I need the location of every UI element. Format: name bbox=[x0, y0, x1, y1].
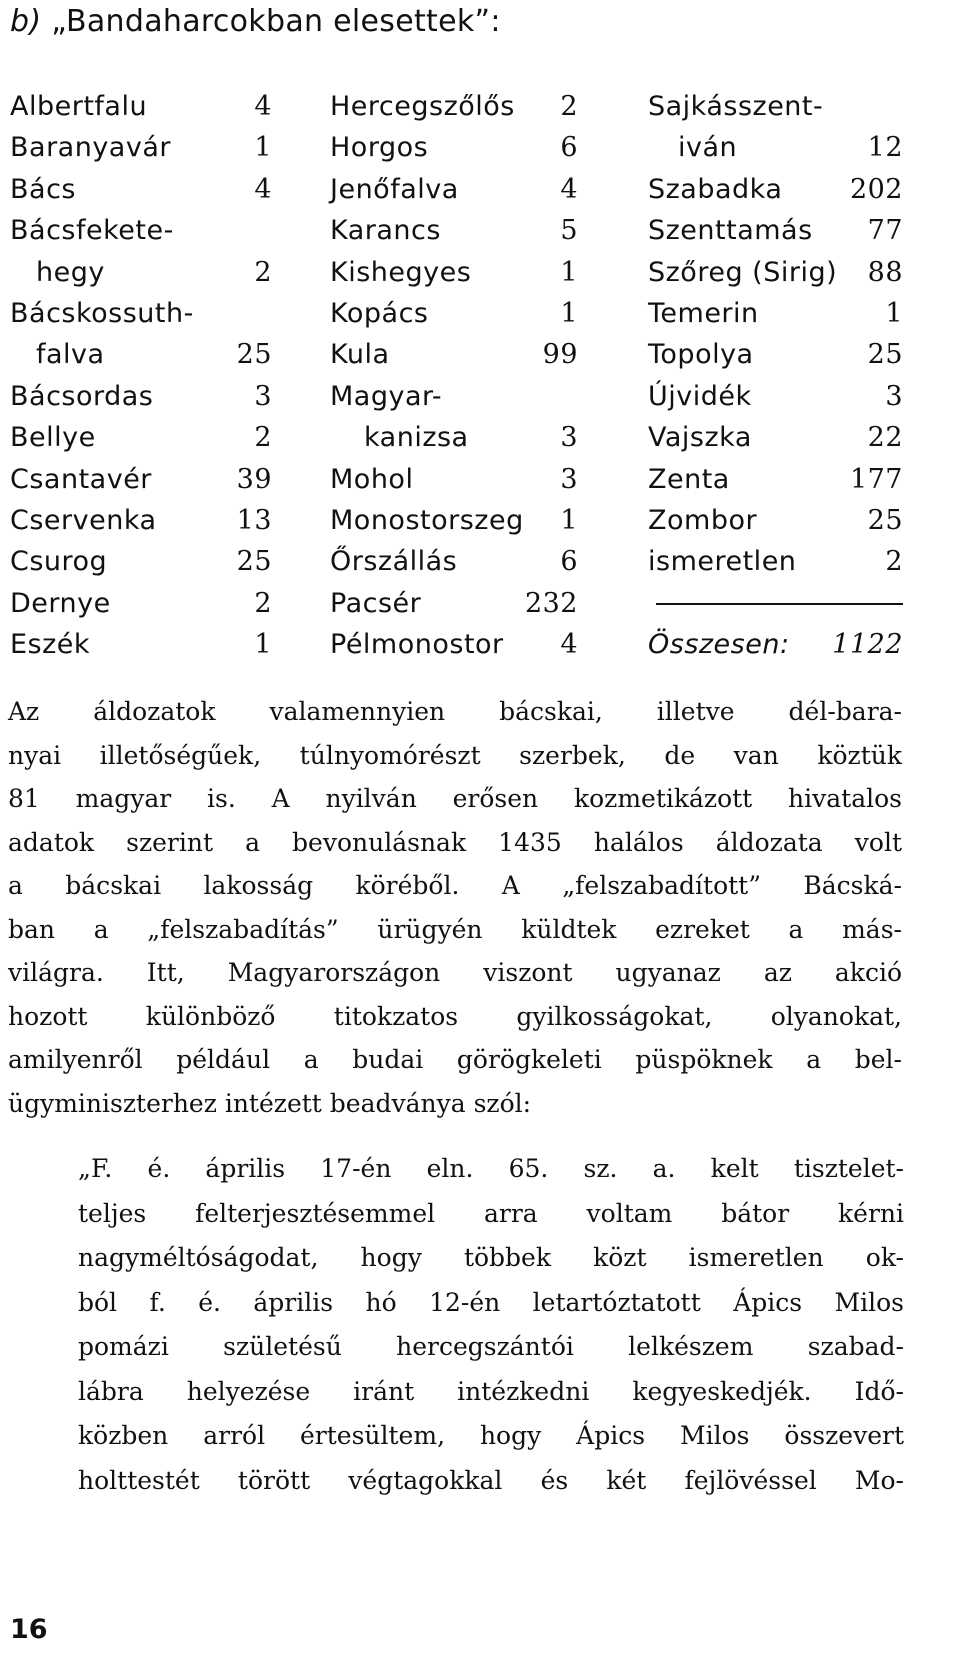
place-row bbox=[10, 210, 272, 251]
place-row bbox=[330, 210, 578, 251]
place-row bbox=[648, 334, 903, 375]
place-name: Cservenka bbox=[10, 504, 157, 536]
place-row bbox=[10, 541, 272, 582]
paragraph-line: adatok szerint a bevonulásnak 1435 halálos áldozata volt bbox=[8, 827, 902, 857]
place-name: Temerin bbox=[648, 297, 759, 329]
paragraph-line: világra. Itt, Magyarországon viszont ugyanaz az akció bbox=[8, 958, 902, 987]
casualty-count: 13 bbox=[236, 504, 272, 536]
paragraph-line: Az áldozatok valamennyien bácskai, illetve dél-bara- bbox=[8, 697, 902, 726]
casualty-count: 1 bbox=[560, 256, 578, 288]
casualty-count: 39 bbox=[236, 463, 272, 495]
place-name: Vajszka bbox=[648, 422, 752, 454]
total-label: Összesen: bbox=[648, 629, 790, 661]
place-row bbox=[648, 541, 903, 582]
casualty-count: 12 bbox=[867, 132, 903, 164]
place-name: Magyar- bbox=[330, 380, 443, 412]
place-row bbox=[330, 624, 578, 665]
casualty-count: 4 bbox=[254, 173, 272, 205]
quote-line: lábra helyezése iránt intézkedni kegyeskedjék. Idő- bbox=[78, 1376, 904, 1406]
place-row bbox=[330, 459, 578, 500]
place-name: Albertfalu bbox=[10, 91, 148, 122]
place-name: Pélmonostor bbox=[330, 629, 504, 661]
paragraph-line: hozott különböző titokzatos gyilkosságokat, olyanokat, bbox=[8, 1001, 902, 1031]
paragraph-line: nyai illetőségűek, túlnyomórészt szerbek, de van köztük bbox=[8, 740, 902, 770]
body-paragraph bbox=[8, 690, 902, 1125]
casualty-count: 6 bbox=[560, 546, 578, 578]
place-name: Baranyavár bbox=[10, 132, 171, 164]
casualty-count: 25 bbox=[236, 546, 272, 578]
place-name: Szenttamás bbox=[648, 215, 813, 247]
place-row bbox=[330, 127, 578, 168]
place-name: Kopács bbox=[330, 297, 429, 329]
paragraph-line: a bácskai lakosság köréből. A „felszabadított” Bácská- bbox=[8, 871, 902, 900]
place-name: Zenta bbox=[648, 463, 730, 495]
place-name: Hercegszőlős bbox=[330, 91, 515, 122]
quote-line: teljes felterjesztésemmel arra voltam bátor kérni bbox=[78, 1198, 904, 1228]
place-row bbox=[648, 500, 903, 541]
place-row bbox=[10, 86, 272, 127]
casualty-count: 1 bbox=[254, 629, 272, 661]
casualty-count: 25 bbox=[867, 339, 903, 371]
block-quote bbox=[78, 1147, 904, 1503]
casualty-count: 3 bbox=[885, 380, 903, 412]
quote-line: holttestét törött végtagokkal és két fejlövéssel Mo- bbox=[78, 1465, 904, 1495]
casualty-count: 1 bbox=[885, 297, 903, 329]
total-rule bbox=[656, 603, 903, 605]
casualty-count: 202 bbox=[849, 173, 903, 205]
casualty-count: 177 bbox=[849, 463, 903, 495]
place-row bbox=[330, 500, 578, 541]
place-name: Újvidék bbox=[648, 380, 752, 412]
place-row bbox=[10, 500, 272, 541]
section-title: „Bandaharcokban elesettek”: bbox=[51, 4, 501, 39]
casualty-count: 6 bbox=[560, 132, 578, 164]
casualty-count: 2 bbox=[254, 587, 272, 619]
section-label: b) bbox=[10, 4, 42, 39]
quote-line: ból f. é. április hó 12-én letartóztatott Ápics Milos bbox=[78, 1287, 904, 1317]
place-row bbox=[10, 459, 272, 500]
place-name: Bácsordas bbox=[10, 380, 154, 412]
casualty-count: 1 bbox=[560, 504, 578, 536]
place-name: Kula bbox=[330, 339, 390, 371]
place-row bbox=[648, 86, 903, 127]
casualty-count: 2 bbox=[885, 546, 903, 578]
casualty-count: 3 bbox=[254, 380, 272, 412]
casualty-count: 77 bbox=[867, 215, 903, 247]
place-row bbox=[10, 376, 272, 417]
place-name: Bácsfekete- bbox=[10, 215, 174, 247]
casualty-count: 1 bbox=[254, 132, 272, 164]
place-name: Kishegyes bbox=[330, 256, 472, 288]
casualty-count: 2 bbox=[254, 256, 272, 288]
casualty-count: 99 bbox=[542, 339, 578, 371]
place-row bbox=[330, 583, 578, 624]
quote-line: „F. é. április 17-én eln. 65. sz. a. kelt tisztelet- bbox=[78, 1154, 904, 1183]
place-row bbox=[330, 252, 578, 293]
place-name: Csurog bbox=[10, 546, 108, 578]
casualty-count: 2 bbox=[254, 422, 272, 454]
place-row bbox=[10, 334, 272, 375]
place-row bbox=[330, 86, 578, 127]
place-name: ismeretlen bbox=[648, 546, 797, 578]
place-name: Pacsér bbox=[330, 587, 422, 619]
place-name: Eszék bbox=[10, 629, 91, 661]
section-heading bbox=[10, 4, 501, 39]
paragraph-line: ban a „felszabadítás” ürügyén küldtek ezreket a más- bbox=[8, 914, 902, 944]
place-row bbox=[10, 127, 272, 168]
casualty-count: 22 bbox=[867, 422, 903, 454]
place-name: iván bbox=[678, 132, 738, 164]
casualty-column-3 bbox=[648, 86, 903, 665]
casualty-count: 4 bbox=[560, 173, 578, 205]
place-name: Bács bbox=[10, 173, 76, 205]
casualty-count: 4 bbox=[560, 629, 578, 661]
place-row bbox=[648, 459, 903, 500]
total-row bbox=[648, 624, 903, 665]
place-row bbox=[330, 541, 578, 582]
place-row bbox=[648, 210, 903, 251]
casualty-count: 2 bbox=[560, 91, 578, 122]
place-row bbox=[330, 376, 578, 417]
page-number: 16 bbox=[10, 1614, 48, 1645]
casualty-count: 232 bbox=[524, 587, 578, 619]
casualty-count: 25 bbox=[867, 504, 903, 536]
place-name: Karancs bbox=[330, 215, 441, 247]
casualty-column-3-rows bbox=[648, 86, 903, 583]
place-name: Mohol bbox=[330, 463, 414, 495]
place-name: Bellye bbox=[10, 422, 96, 454]
place-name: Szabadka bbox=[648, 173, 783, 205]
paragraph-line: amilyenről például a budai görögkeleti püspöknek a bel- bbox=[8, 1045, 902, 1074]
quote-line: pomázi születésű hercegszántói lelkészem szabad- bbox=[78, 1332, 904, 1361]
casualty-count: 25 bbox=[236, 339, 272, 371]
place-row bbox=[330, 293, 578, 334]
place-name: Jenőfalva bbox=[330, 173, 459, 205]
place-row bbox=[10, 417, 272, 458]
paragraph-line: 81 magyar is. A nyilván erősen kozmetikázott hivatalos bbox=[8, 784, 902, 813]
place-name: Szőreg (Sirig) bbox=[648, 256, 838, 288]
total-value: 1122 bbox=[832, 629, 903, 661]
casualty-count: 1 bbox=[560, 297, 578, 329]
place-row bbox=[330, 334, 578, 375]
casualty-column-2 bbox=[330, 86, 578, 665]
casualty-column-1 bbox=[10, 86, 272, 665]
place-name: Horgos bbox=[330, 132, 429, 164]
casualty-count: 3 bbox=[560, 422, 578, 454]
place-name: Sajkásszent- bbox=[648, 91, 824, 122]
casualty-count: 5 bbox=[560, 215, 578, 247]
place-row bbox=[10, 252, 272, 293]
casualty-count: 88 bbox=[867, 256, 903, 288]
paragraph-line: ügyminiszterhez intézett beadványa szól: bbox=[8, 1088, 532, 1118]
casualty-count: 3 bbox=[560, 463, 578, 495]
place-row bbox=[10, 293, 272, 334]
place-name: Zombor bbox=[648, 504, 758, 536]
quote-line: közben arról értesültem, hogy Ápics Milos összevert bbox=[78, 1421, 904, 1450]
place-row bbox=[330, 169, 578, 210]
place-name: hegy bbox=[36, 256, 105, 288]
place-name: falva bbox=[36, 339, 105, 371]
place-row bbox=[648, 376, 903, 417]
place-name: Dernye bbox=[10, 587, 111, 619]
place-name: Bácskossuth- bbox=[10, 297, 194, 329]
quote-line: nagyméltóságodat, hogy többek közt ismeretlen ok- bbox=[78, 1243, 904, 1272]
place-name: Őrszállás bbox=[330, 546, 458, 578]
place-name: Csantavér bbox=[10, 463, 152, 495]
casualty-count: 4 bbox=[254, 91, 272, 122]
place-name: Monostorszeg bbox=[330, 504, 524, 536]
place-row bbox=[648, 252, 903, 293]
place-name: Topolya bbox=[648, 339, 754, 371]
place-row bbox=[648, 169, 903, 210]
place-row bbox=[330, 417, 578, 458]
place-row bbox=[10, 169, 272, 210]
place-row bbox=[648, 127, 903, 168]
place-row bbox=[10, 583, 272, 624]
place-name: kanizsa bbox=[364, 422, 469, 454]
place-row bbox=[10, 624, 272, 665]
place-row bbox=[648, 293, 903, 334]
place-row bbox=[648, 417, 903, 458]
total-rule-row bbox=[648, 583, 903, 624]
